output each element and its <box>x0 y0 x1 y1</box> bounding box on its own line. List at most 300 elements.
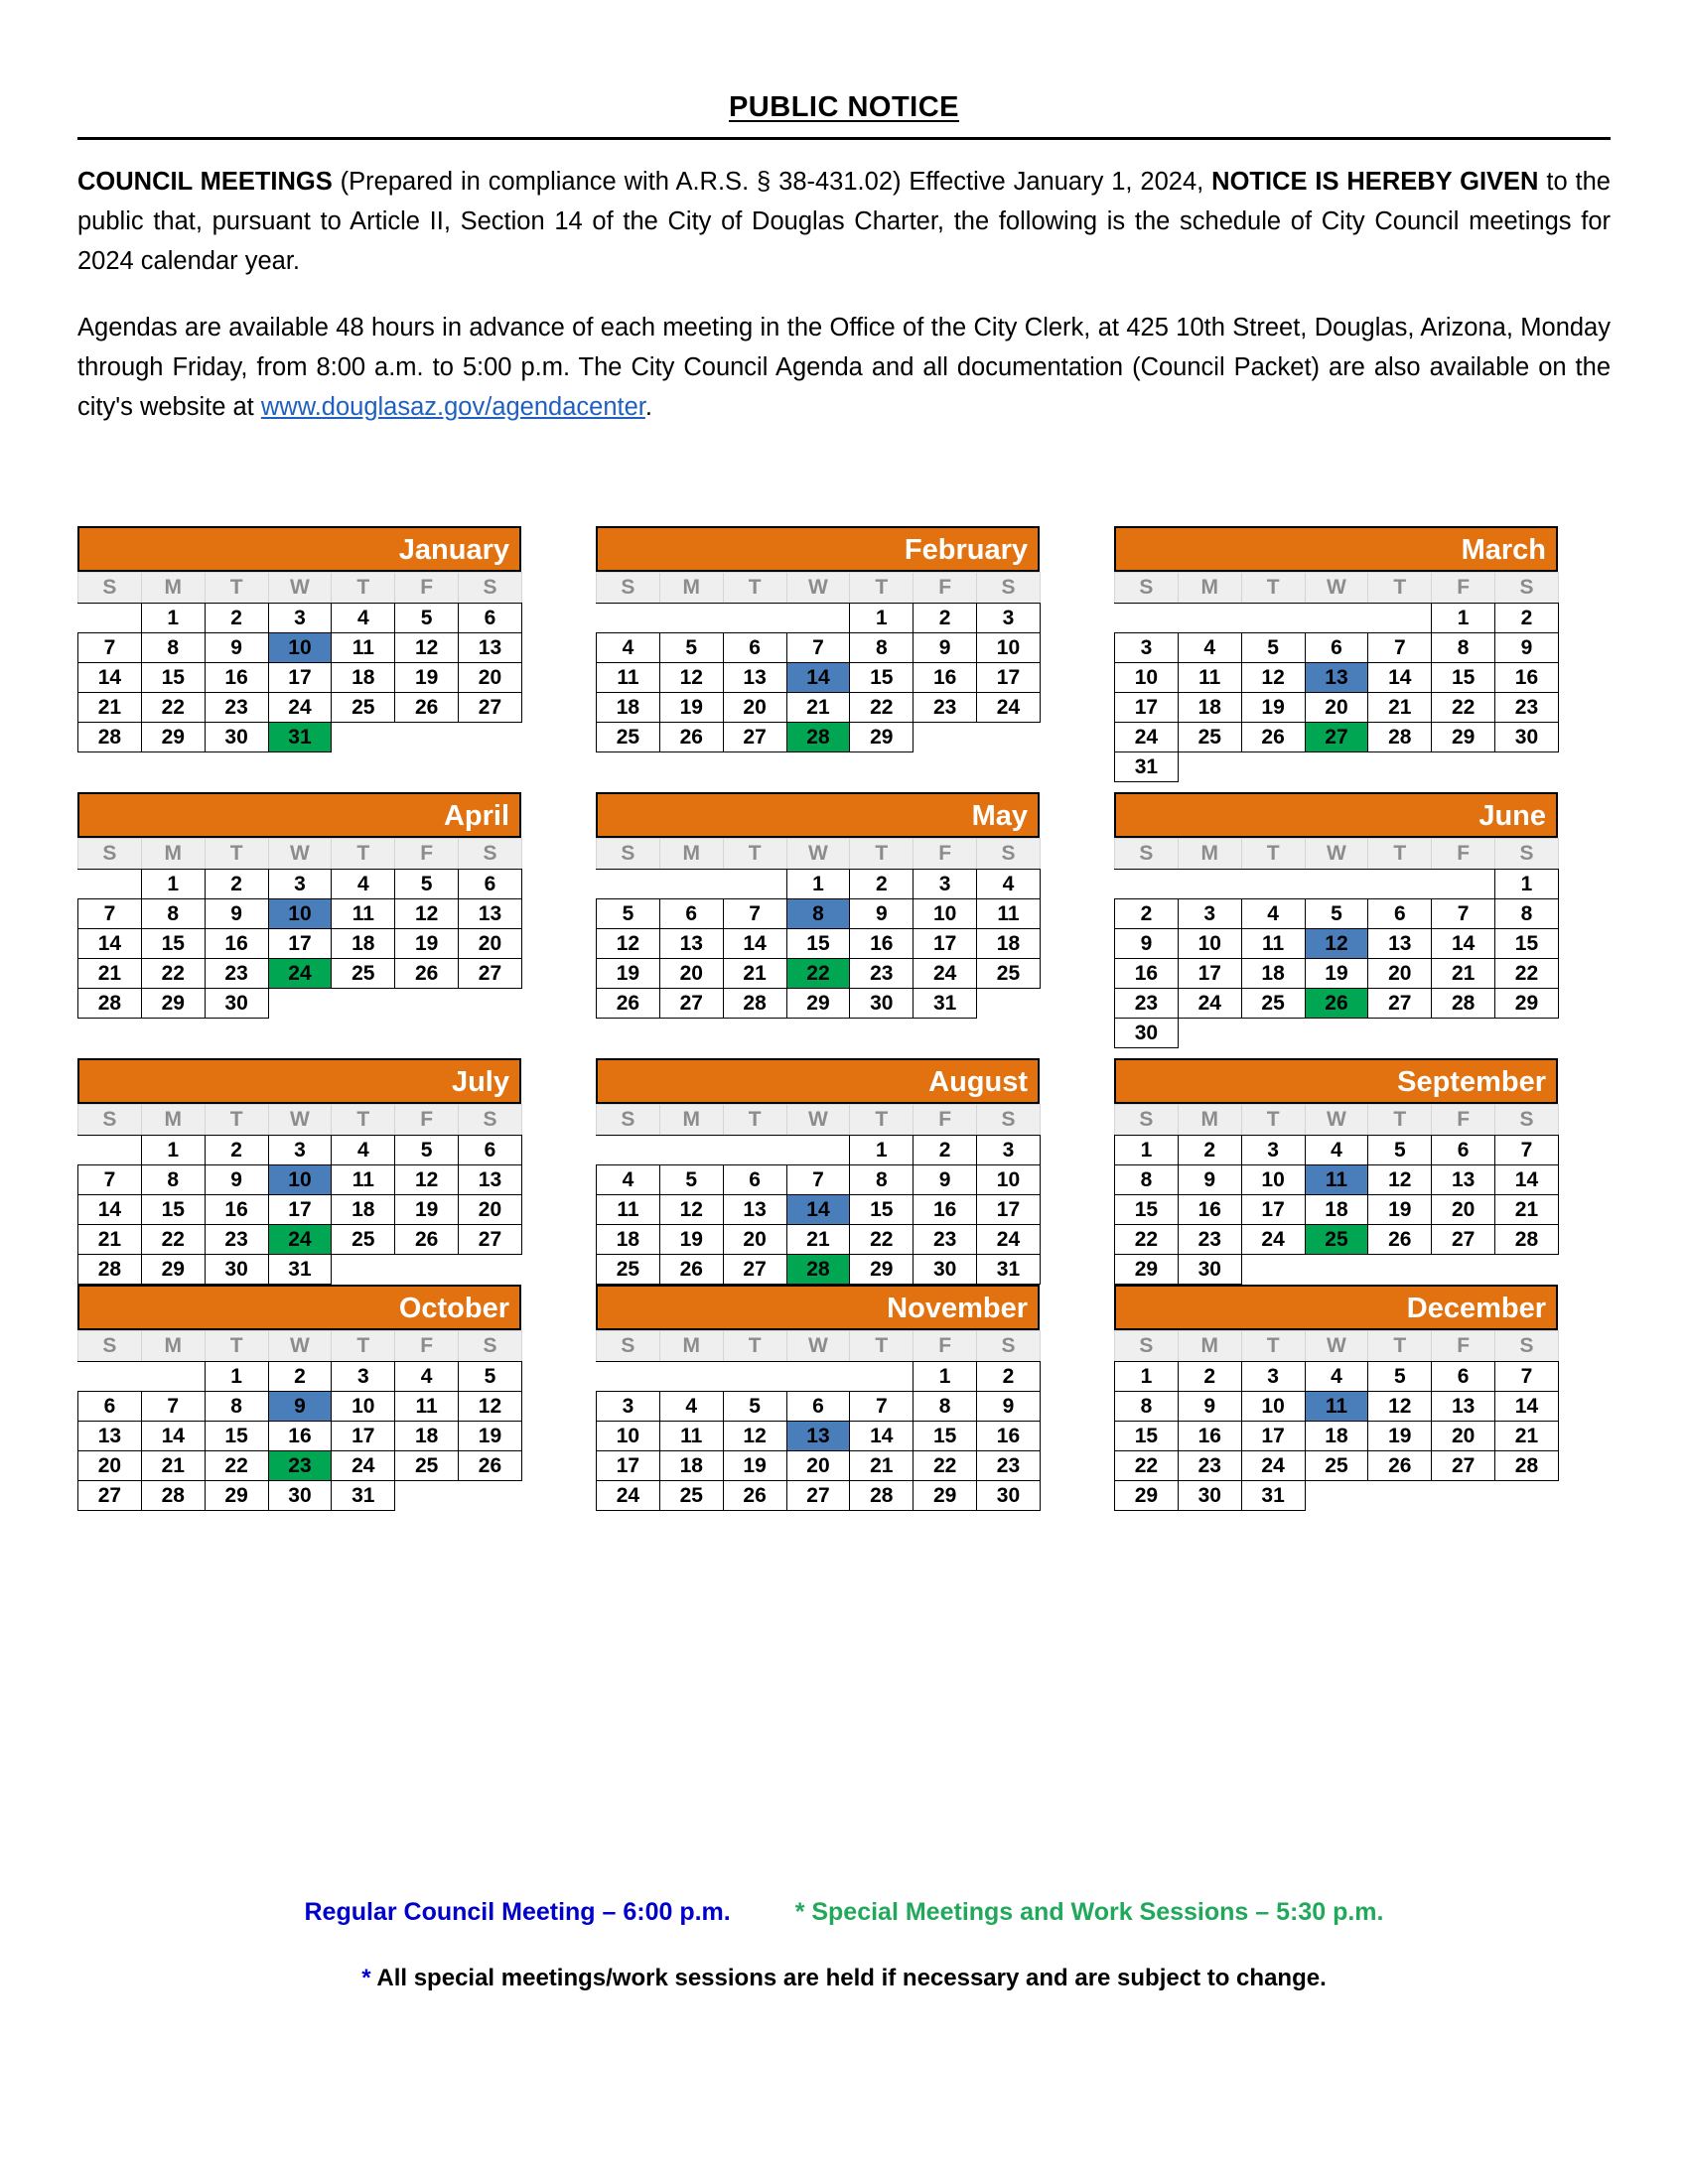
day-may-21[interactable]: 21 <box>723 959 786 989</box>
day-march-19[interactable]: 19 <box>1241 693 1305 723</box>
day-june-22[interactable]: 22 <box>1495 959 1559 989</box>
day-april-30[interactable]: 30 <box>205 989 268 1019</box>
day-november-11[interactable]: 11 <box>659 1422 723 1451</box>
day-august-24[interactable]: 24 <box>977 1225 1041 1255</box>
day-september-1[interactable]: 1 <box>1115 1136 1179 1165</box>
day-december-8[interactable]: 8 <box>1115 1392 1179 1422</box>
day-october-10[interactable]: 10 <box>332 1392 395 1422</box>
day-march-15[interactable]: 15 <box>1432 663 1495 693</box>
day-august-22[interactable]: 22 <box>850 1225 914 1255</box>
day-february-15[interactable]: 15 <box>850 663 914 693</box>
day-april-22[interactable]: 22 <box>141 959 205 989</box>
day-october-25[interactable]: 25 <box>395 1451 459 1481</box>
day-march-24[interactable]: 24 <box>1115 723 1179 752</box>
agenda-center-link[interactable]: www.douglasaz.gov/agendacenter <box>260 393 645 421</box>
day-march-21[interactable]: 21 <box>1368 693 1432 723</box>
day-january-12[interactable]: 12 <box>395 633 459 663</box>
day-january-26[interactable]: 26 <box>395 693 459 723</box>
day-july-4[interactable]: 4 <box>332 1136 395 1165</box>
day-december-31[interactable]: 31 <box>1241 1481 1305 1511</box>
day-april-13[interactable]: 13 <box>459 899 522 929</box>
day-february-22[interactable]: 22 <box>850 693 914 723</box>
day-may-17[interactable]: 17 <box>914 929 977 959</box>
day-january-17[interactable]: 17 <box>268 663 332 693</box>
day-may-2[interactable]: 2 <box>850 870 914 899</box>
day-december-16[interactable]: 16 <box>1178 1422 1241 1451</box>
day-august-12[interactable]: 12 <box>659 1195 723 1225</box>
day-october-31[interactable]: 31 <box>332 1481 395 1511</box>
day-february-11[interactable]: 11 <box>597 663 660 693</box>
day-february-25[interactable]: 25 <box>597 723 660 752</box>
day-october-1[interactable]: 1 <box>205 1362 268 1392</box>
day-february-9[interactable]: 9 <box>914 633 977 663</box>
day-july-11[interactable]: 11 <box>332 1165 395 1195</box>
day-march-12[interactable]: 12 <box>1241 663 1305 693</box>
day-may-29[interactable]: 29 <box>786 989 850 1019</box>
day-june-16[interactable]: 16 <box>1115 959 1179 989</box>
day-january-16[interactable]: 16 <box>205 663 268 693</box>
day-may-10[interactable]: 10 <box>914 899 977 929</box>
day-october-2[interactable]: 2 <box>268 1362 332 1392</box>
day-january-5[interactable]: 5 <box>395 604 459 633</box>
day-december-6[interactable]: 6 <box>1432 1362 1495 1392</box>
day-november-28[interactable]: 28 <box>850 1481 914 1511</box>
day-april-4[interactable]: 4 <box>332 870 395 899</box>
day-april-27[interactable]: 27 <box>459 959 522 989</box>
day-october-16[interactable]: 16 <box>268 1422 332 1451</box>
day-may-27[interactable]: 27 <box>659 989 723 1019</box>
day-october-3[interactable]: 3 <box>332 1362 395 1392</box>
regular-meeting-day-may-8[interactable]: 8 <box>786 899 850 929</box>
day-october-29[interactable]: 29 <box>205 1481 268 1511</box>
day-december-4[interactable]: 4 <box>1305 1362 1368 1392</box>
day-december-19[interactable]: 19 <box>1368 1422 1432 1451</box>
day-april-28[interactable]: 28 <box>78 989 142 1019</box>
day-june-18[interactable]: 18 <box>1241 959 1305 989</box>
day-november-27[interactable]: 27 <box>786 1481 850 1511</box>
regular-meeting-day-february-14[interactable]: 14 <box>786 663 850 693</box>
day-november-12[interactable]: 12 <box>723 1422 786 1451</box>
day-november-3[interactable]: 3 <box>597 1392 660 1422</box>
day-july-23[interactable]: 23 <box>205 1225 268 1255</box>
day-june-14[interactable]: 14 <box>1432 929 1495 959</box>
day-may-31[interactable]: 31 <box>914 989 977 1019</box>
day-september-22[interactable]: 22 <box>1115 1225 1179 1255</box>
regular-meeting-day-march-13[interactable]: 13 <box>1305 663 1368 693</box>
day-march-9[interactable]: 9 <box>1495 633 1559 663</box>
day-january-3[interactable]: 3 <box>268 604 332 633</box>
day-april-17[interactable]: 17 <box>268 929 332 959</box>
day-january-15[interactable]: 15 <box>141 663 205 693</box>
day-june-23[interactable]: 23 <box>1115 989 1179 1019</box>
regular-meeting-day-july-10[interactable]: 10 <box>268 1165 332 1195</box>
day-march-8[interactable]: 8 <box>1432 633 1495 663</box>
day-november-5[interactable]: 5 <box>723 1392 786 1422</box>
day-december-7[interactable]: 7 <box>1495 1362 1559 1392</box>
day-september-4[interactable]: 4 <box>1305 1136 1368 1165</box>
day-february-10[interactable]: 10 <box>977 633 1041 663</box>
day-december-21[interactable]: 21 <box>1495 1422 1559 1451</box>
day-august-5[interactable]: 5 <box>659 1165 723 1195</box>
day-august-6[interactable]: 6 <box>723 1165 786 1195</box>
day-february-12[interactable]: 12 <box>659 663 723 693</box>
day-may-7[interactable]: 7 <box>723 899 786 929</box>
day-february-13[interactable]: 13 <box>723 663 786 693</box>
day-february-21[interactable]: 21 <box>786 693 850 723</box>
day-october-18[interactable]: 18 <box>395 1422 459 1451</box>
regular-meeting-day-october-9[interactable]: 9 <box>268 1392 332 1422</box>
day-july-29[interactable]: 29 <box>141 1255 205 1285</box>
day-october-17[interactable]: 17 <box>332 1422 395 1451</box>
day-october-4[interactable]: 4 <box>395 1362 459 1392</box>
day-december-14[interactable]: 14 <box>1495 1392 1559 1422</box>
day-april-23[interactable]: 23 <box>205 959 268 989</box>
day-may-28[interactable]: 28 <box>723 989 786 1019</box>
day-april-6[interactable]: 6 <box>459 870 522 899</box>
day-may-5[interactable]: 5 <box>597 899 660 929</box>
day-september-15[interactable]: 15 <box>1115 1195 1179 1225</box>
day-august-1[interactable]: 1 <box>850 1136 914 1165</box>
day-january-29[interactable]: 29 <box>141 723 205 752</box>
day-april-1[interactable]: 1 <box>141 870 205 899</box>
day-april-8[interactable]: 8 <box>141 899 205 929</box>
day-october-24[interactable]: 24 <box>332 1451 395 1481</box>
day-november-24[interactable]: 24 <box>597 1481 660 1511</box>
day-february-5[interactable]: 5 <box>659 633 723 663</box>
day-february-8[interactable]: 8 <box>850 633 914 663</box>
regular-meeting-day-september-11[interactable]: 11 <box>1305 1165 1368 1195</box>
day-november-26[interactable]: 26 <box>723 1481 786 1511</box>
day-may-16[interactable]: 16 <box>850 929 914 959</box>
day-april-26[interactable]: 26 <box>395 959 459 989</box>
day-august-9[interactable]: 9 <box>914 1165 977 1195</box>
day-november-25[interactable]: 25 <box>659 1481 723 1511</box>
day-october-14[interactable]: 14 <box>141 1422 205 1451</box>
day-june-15[interactable]: 15 <box>1495 929 1559 959</box>
day-march-20[interactable]: 20 <box>1305 693 1368 723</box>
day-june-5[interactable]: 5 <box>1305 899 1368 929</box>
day-april-16[interactable]: 16 <box>205 929 268 959</box>
day-september-7[interactable]: 7 <box>1495 1136 1559 1165</box>
day-september-8[interactable]: 8 <box>1115 1165 1179 1195</box>
day-july-14[interactable]: 14 <box>78 1195 142 1225</box>
special-meeting-day-june-26[interactable]: 26 <box>1305 989 1368 1019</box>
day-may-23[interactable]: 23 <box>850 959 914 989</box>
day-october-22[interactable]: 22 <box>205 1451 268 1481</box>
regular-meeting-day-august-14[interactable]: 14 <box>786 1195 850 1225</box>
day-june-9[interactable]: 9 <box>1115 929 1179 959</box>
day-october-26[interactable]: 26 <box>459 1451 522 1481</box>
day-may-24[interactable]: 24 <box>914 959 977 989</box>
day-august-26[interactable]: 26 <box>659 1255 723 1285</box>
day-june-10[interactable]: 10 <box>1178 929 1241 959</box>
day-march-22[interactable]: 22 <box>1432 693 1495 723</box>
day-july-16[interactable]: 16 <box>205 1195 268 1225</box>
day-february-7[interactable]: 7 <box>786 633 850 663</box>
day-september-12[interactable]: 12 <box>1368 1165 1432 1195</box>
day-march-2[interactable]: 2 <box>1495 604 1559 633</box>
day-june-4[interactable]: 4 <box>1241 899 1305 929</box>
day-september-2[interactable]: 2 <box>1178 1136 1241 1165</box>
day-july-21[interactable]: 21 <box>78 1225 142 1255</box>
day-november-4[interactable]: 4 <box>659 1392 723 1422</box>
day-september-20[interactable]: 20 <box>1432 1195 1495 1225</box>
day-may-13[interactable]: 13 <box>659 929 723 959</box>
day-august-27[interactable]: 27 <box>723 1255 786 1285</box>
day-july-2[interactable]: 2 <box>205 1136 268 1165</box>
special-meeting-day-october-23[interactable]: 23 <box>268 1451 332 1481</box>
day-june-20[interactable]: 20 <box>1368 959 1432 989</box>
day-march-17[interactable]: 17 <box>1115 693 1179 723</box>
regular-meeting-day-november-13[interactable]: 13 <box>786 1422 850 1451</box>
day-january-14[interactable]: 14 <box>78 663 142 693</box>
day-april-15[interactable]: 15 <box>141 929 205 959</box>
day-july-26[interactable]: 26 <box>395 1225 459 1255</box>
day-may-15[interactable]: 15 <box>786 929 850 959</box>
day-may-19[interactable]: 19 <box>597 959 660 989</box>
day-october-27[interactable]: 27 <box>78 1481 142 1511</box>
day-may-6[interactable]: 6 <box>659 899 723 929</box>
day-september-5[interactable]: 5 <box>1368 1136 1432 1165</box>
day-december-9[interactable]: 9 <box>1178 1392 1241 1422</box>
day-december-25[interactable]: 25 <box>1305 1451 1368 1481</box>
day-december-5[interactable]: 5 <box>1368 1362 1432 1392</box>
day-november-30[interactable]: 30 <box>977 1481 1041 1511</box>
day-september-13[interactable]: 13 <box>1432 1165 1495 1195</box>
day-january-6[interactable]: 6 <box>459 604 522 633</box>
day-march-11[interactable]: 11 <box>1178 663 1241 693</box>
day-november-29[interactable]: 29 <box>914 1481 977 1511</box>
day-august-29[interactable]: 29 <box>850 1255 914 1285</box>
day-november-17[interactable]: 17 <box>597 1451 660 1481</box>
day-november-18[interactable]: 18 <box>659 1451 723 1481</box>
day-august-18[interactable]: 18 <box>597 1225 660 1255</box>
day-march-6[interactable]: 6 <box>1305 633 1368 663</box>
day-may-25[interactable]: 25 <box>977 959 1041 989</box>
day-august-23[interactable]: 23 <box>914 1225 977 1255</box>
day-february-16[interactable]: 16 <box>914 663 977 693</box>
day-january-23[interactable]: 23 <box>205 693 268 723</box>
special-meeting-day-july-24[interactable]: 24 <box>268 1225 332 1255</box>
day-march-23[interactable]: 23 <box>1495 693 1559 723</box>
day-november-1[interactable]: 1 <box>914 1362 977 1392</box>
day-september-14[interactable]: 14 <box>1495 1165 1559 1195</box>
day-may-12[interactable]: 12 <box>597 929 660 959</box>
day-december-2[interactable]: 2 <box>1178 1362 1241 1392</box>
day-september-26[interactable]: 26 <box>1368 1225 1432 1255</box>
day-october-12[interactable]: 12 <box>459 1392 522 1422</box>
day-october-30[interactable]: 30 <box>268 1481 332 1511</box>
day-june-27[interactable]: 27 <box>1368 989 1432 1019</box>
day-august-7[interactable]: 7 <box>786 1165 850 1195</box>
day-january-24[interactable]: 24 <box>268 693 332 723</box>
day-april-25[interactable]: 25 <box>332 959 395 989</box>
day-october-28[interactable]: 28 <box>141 1481 205 1511</box>
day-september-29[interactable]: 29 <box>1115 1255 1179 1285</box>
day-april-9[interactable]: 9 <box>205 899 268 929</box>
day-march-7[interactable]: 7 <box>1368 633 1432 663</box>
day-january-11[interactable]: 11 <box>332 633 395 663</box>
day-december-12[interactable]: 12 <box>1368 1392 1432 1422</box>
day-january-8[interactable]: 8 <box>141 633 205 663</box>
day-november-20[interactable]: 20 <box>786 1451 850 1481</box>
day-september-23[interactable]: 23 <box>1178 1225 1241 1255</box>
day-september-9[interactable]: 9 <box>1178 1165 1241 1195</box>
day-october-5[interactable]: 5 <box>459 1362 522 1392</box>
day-february-18[interactable]: 18 <box>597 693 660 723</box>
day-july-15[interactable]: 15 <box>141 1195 205 1225</box>
regular-meeting-day-april-10[interactable]: 10 <box>268 899 332 929</box>
day-july-17[interactable]: 17 <box>268 1195 332 1225</box>
regular-meeting-day-december-11[interactable]: 11 <box>1305 1392 1368 1422</box>
day-february-4[interactable]: 4 <box>597 633 660 663</box>
day-august-16[interactable]: 16 <box>914 1195 977 1225</box>
day-june-7[interactable]: 7 <box>1432 899 1495 929</box>
day-july-27[interactable]: 27 <box>459 1225 522 1255</box>
day-september-19[interactable]: 19 <box>1368 1195 1432 1225</box>
day-april-18[interactable]: 18 <box>332 929 395 959</box>
special-meeting-day-february-28[interactable]: 28 <box>786 723 850 752</box>
day-july-13[interactable]: 13 <box>459 1165 522 1195</box>
day-august-13[interactable]: 13 <box>723 1195 786 1225</box>
day-january-21[interactable]: 21 <box>78 693 142 723</box>
day-january-4[interactable]: 4 <box>332 604 395 633</box>
day-november-6[interactable]: 6 <box>786 1392 850 1422</box>
day-august-31[interactable]: 31 <box>977 1255 1041 1285</box>
day-december-10[interactable]: 10 <box>1241 1392 1305 1422</box>
day-november-21[interactable]: 21 <box>850 1451 914 1481</box>
day-march-4[interactable]: 4 <box>1178 633 1241 663</box>
day-january-19[interactable]: 19 <box>395 663 459 693</box>
day-february-24[interactable]: 24 <box>977 693 1041 723</box>
day-february-19[interactable]: 19 <box>659 693 723 723</box>
day-november-19[interactable]: 19 <box>723 1451 786 1481</box>
day-february-2[interactable]: 2 <box>914 604 977 633</box>
day-november-22[interactable]: 22 <box>914 1451 977 1481</box>
day-june-1[interactable]: 1 <box>1495 870 1559 899</box>
day-june-25[interactable]: 25 <box>1241 989 1305 1019</box>
day-september-27[interactable]: 27 <box>1432 1225 1495 1255</box>
day-august-3[interactable]: 3 <box>977 1136 1041 1165</box>
day-june-24[interactable]: 24 <box>1178 989 1241 1019</box>
day-january-30[interactable]: 30 <box>205 723 268 752</box>
day-september-3[interactable]: 3 <box>1241 1136 1305 1165</box>
day-august-30[interactable]: 30 <box>914 1255 977 1285</box>
day-october-8[interactable]: 8 <box>205 1392 268 1422</box>
day-july-3[interactable]: 3 <box>268 1136 332 1165</box>
day-may-14[interactable]: 14 <box>723 929 786 959</box>
day-june-21[interactable]: 21 <box>1432 959 1495 989</box>
day-october-21[interactable]: 21 <box>141 1451 205 1481</box>
day-march-16[interactable]: 16 <box>1495 663 1559 693</box>
day-january-9[interactable]: 9 <box>205 633 268 663</box>
special-meeting-day-april-24[interactable]: 24 <box>268 959 332 989</box>
day-july-19[interactable]: 19 <box>395 1195 459 1225</box>
day-february-3[interactable]: 3 <box>977 604 1041 633</box>
day-february-6[interactable]: 6 <box>723 633 786 663</box>
day-october-11[interactable]: 11 <box>395 1392 459 1422</box>
day-november-2[interactable]: 2 <box>977 1362 1041 1392</box>
day-september-24[interactable]: 24 <box>1241 1225 1305 1255</box>
day-july-12[interactable]: 12 <box>395 1165 459 1195</box>
day-october-13[interactable]: 13 <box>78 1422 142 1451</box>
day-january-13[interactable]: 13 <box>459 633 522 663</box>
day-april-12[interactable]: 12 <box>395 899 459 929</box>
day-march-29[interactable]: 29 <box>1432 723 1495 752</box>
day-march-30[interactable]: 30 <box>1495 723 1559 752</box>
day-april-3[interactable]: 3 <box>268 870 332 899</box>
day-october-7[interactable]: 7 <box>141 1392 205 1422</box>
day-may-1[interactable]: 1 <box>786 870 850 899</box>
day-november-8[interactable]: 8 <box>914 1392 977 1422</box>
day-april-14[interactable]: 14 <box>78 929 142 959</box>
day-june-28[interactable]: 28 <box>1432 989 1495 1019</box>
day-june-19[interactable]: 19 <box>1305 959 1368 989</box>
day-december-18[interactable]: 18 <box>1305 1422 1368 1451</box>
day-august-15[interactable]: 15 <box>850 1195 914 1225</box>
day-july-31[interactable]: 31 <box>268 1255 332 1285</box>
day-september-17[interactable]: 17 <box>1241 1195 1305 1225</box>
day-june-29[interactable]: 29 <box>1495 989 1559 1019</box>
day-november-9[interactable]: 9 <box>977 1392 1041 1422</box>
day-august-8[interactable]: 8 <box>850 1165 914 1195</box>
day-july-28[interactable]: 28 <box>78 1255 142 1285</box>
day-june-6[interactable]: 6 <box>1368 899 1432 929</box>
day-february-23[interactable]: 23 <box>914 693 977 723</box>
day-may-26[interactable]: 26 <box>597 989 660 1019</box>
special-meeting-day-may-22[interactable]: 22 <box>786 959 850 989</box>
day-august-2[interactable]: 2 <box>914 1136 977 1165</box>
day-may-9[interactable]: 9 <box>850 899 914 929</box>
day-april-20[interactable]: 20 <box>459 929 522 959</box>
day-december-15[interactable]: 15 <box>1115 1422 1179 1451</box>
day-may-4[interactable]: 4 <box>977 870 1041 899</box>
day-february-20[interactable]: 20 <box>723 693 786 723</box>
day-june-3[interactable]: 3 <box>1178 899 1241 929</box>
day-january-20[interactable]: 20 <box>459 663 522 693</box>
day-july-7[interactable]: 7 <box>78 1165 142 1195</box>
day-december-13[interactable]: 13 <box>1432 1392 1495 1422</box>
day-june-17[interactable]: 17 <box>1178 959 1241 989</box>
day-september-10[interactable]: 10 <box>1241 1165 1305 1195</box>
day-june-2[interactable]: 2 <box>1115 899 1179 929</box>
day-november-10[interactable]: 10 <box>597 1422 660 1451</box>
day-december-17[interactable]: 17 <box>1241 1422 1305 1451</box>
day-march-14[interactable]: 14 <box>1368 663 1432 693</box>
day-july-18[interactable]: 18 <box>332 1195 395 1225</box>
day-january-18[interactable]: 18 <box>332 663 395 693</box>
day-august-20[interactable]: 20 <box>723 1225 786 1255</box>
day-august-4[interactable]: 4 <box>597 1165 660 1195</box>
day-december-1[interactable]: 1 <box>1115 1362 1179 1392</box>
day-august-19[interactable]: 19 <box>659 1225 723 1255</box>
day-september-28[interactable]: 28 <box>1495 1225 1559 1255</box>
regular-meeting-day-june-12[interactable]: 12 <box>1305 929 1368 959</box>
day-may-18[interactable]: 18 <box>977 929 1041 959</box>
day-june-30[interactable]: 30 <box>1115 1019 1179 1048</box>
day-june-8[interactable]: 8 <box>1495 899 1559 929</box>
day-april-29[interactable]: 29 <box>141 989 205 1019</box>
day-july-6[interactable]: 6 <box>459 1136 522 1165</box>
day-september-18[interactable]: 18 <box>1305 1195 1368 1225</box>
day-may-30[interactable]: 30 <box>850 989 914 1019</box>
day-february-29[interactable]: 29 <box>850 723 914 752</box>
day-march-5[interactable]: 5 <box>1241 633 1305 663</box>
day-august-21[interactable]: 21 <box>786 1225 850 1255</box>
day-march-25[interactable]: 25 <box>1178 723 1241 752</box>
day-november-7[interactable]: 7 <box>850 1392 914 1422</box>
day-august-25[interactable]: 25 <box>597 1255 660 1285</box>
